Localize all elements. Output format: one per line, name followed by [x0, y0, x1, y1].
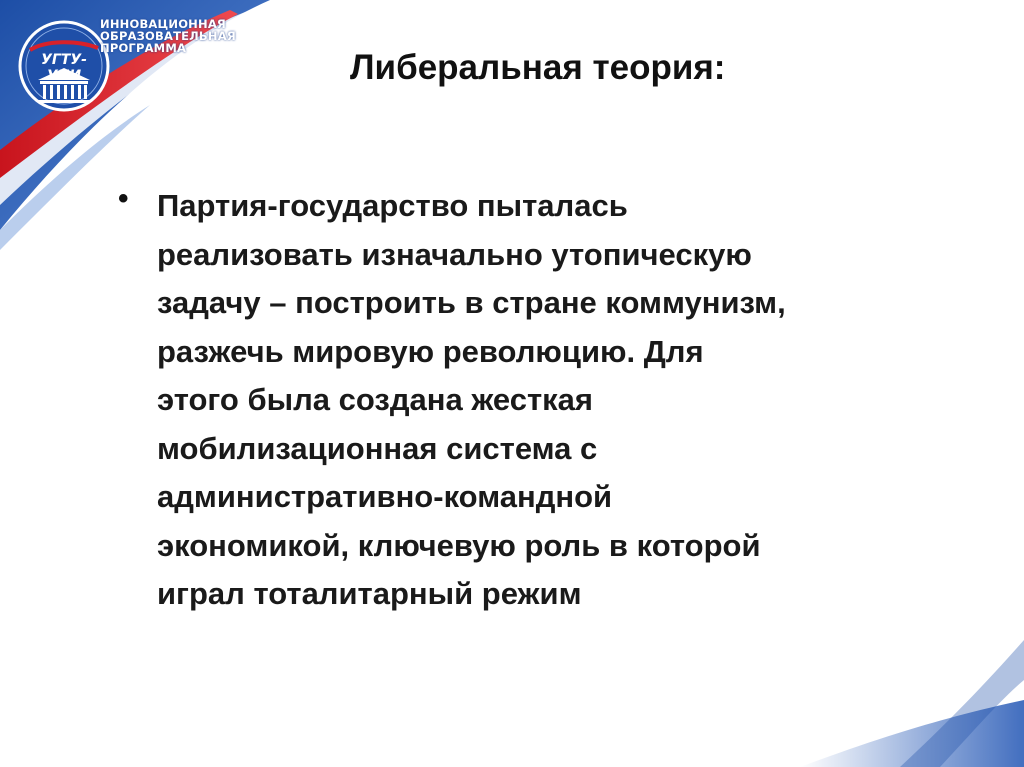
bullet-text [157, 182, 958, 619]
bullet-line: играл тоталитарный режим [157, 576, 582, 611]
program-line-3: ПРОГРАММА [100, 41, 187, 55]
program-line-1: ИННОВАЦИОННАЯ [100, 17, 226, 31]
emblem-name-text: УГТУ-УПИ [41, 52, 87, 84]
bullet-line: экономикой, ключевую роль в которой [157, 527, 761, 563]
program-name [100, 18, 240, 54]
slide-title: Либеральная теория: [350, 48, 726, 87]
bullet-line: задачу – построить в стране коммунизм, [157, 285, 786, 320]
bullet-line: реализовать изначально утопическую [157, 236, 752, 272]
program-line-2: ОБРАЗОВАТЕЛЬНАЯ [100, 29, 236, 43]
bullet-line: этого была создана жесткая [157, 382, 593, 417]
bullet-line: административно-командной [157, 479, 613, 514]
university-logo [8, 8, 238, 120]
bullet-marker: • [118, 182, 129, 215]
bullet-list [118, 182, 958, 619]
bullet-line: мобилизационная система с [157, 430, 598, 466]
bullet-line: Партия-государство пыталась [157, 188, 628, 223]
bullet-line: разжечь мировую революцию. Для [157, 333, 704, 369]
